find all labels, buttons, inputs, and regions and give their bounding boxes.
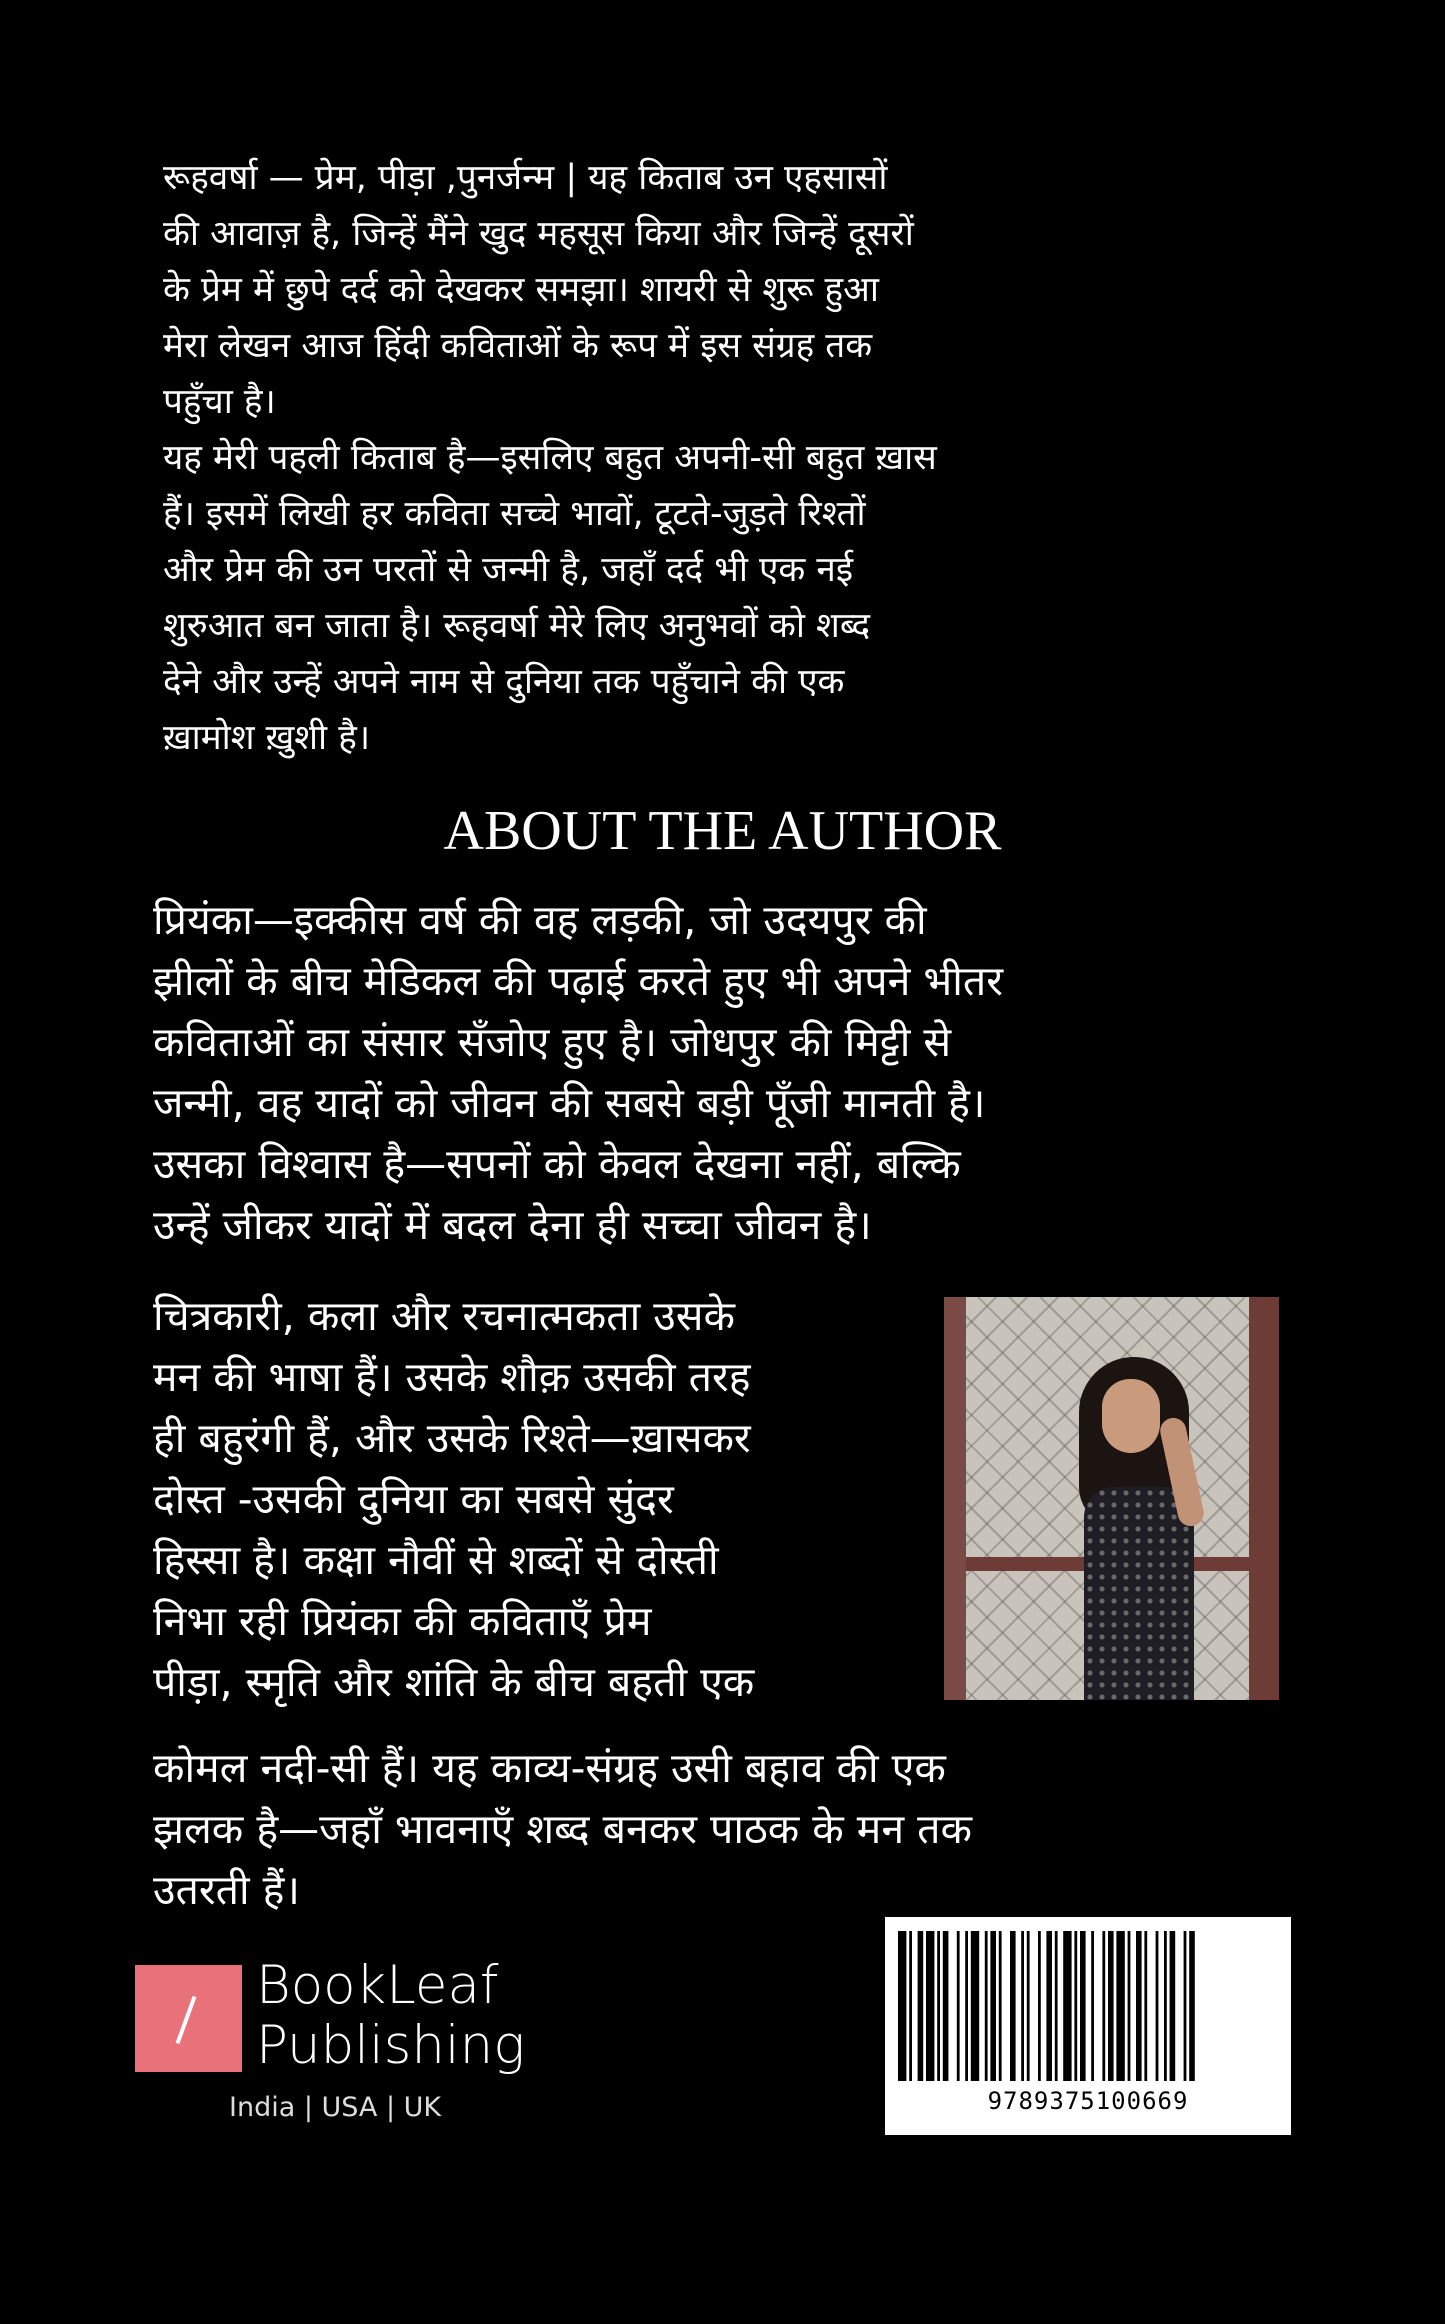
- book-blurb: रूहवर्षा — प्रेम, पीड़ा ,पुनर्जन्म | यह किताब उन एहसासों की आवाज़ है, जिन्हें मैंने खुद महसूस किया और जिन्हें दूसरों के प्रेम में छुपे दर्द को देखकर समझा। शायरी से शुरू हुआ मेरा लेखन आज हिंदी कविताओं के रूप में इस संग्रह तक पहुँचा है। यह मेरी पहली किताब है—इसलिए बहुत अपनी-सी बहुत ख़ास हैं। इसमें लिखी हर कविता सच्चे भावों, टूटते-जुड़ते रिश्तों और प्रेम की उन परतों से जन्मी है, जहाँ दर्द भी एक नई शुरुआत बन जाता है। रूहवर्षा मेरे लिए अनुभवों को शब्द देने और उन्हें अपने नाम से दुनिया तक पहुँचाने की एक ख़ामोश ख़ुशी है।: [163, 158, 937, 758]
- isbn-barcode: [885, 1917, 1291, 2135]
- publisher-name: BookLeaf Publishing: [256, 1955, 526, 2076]
- publisher-logo-icon: [135, 1965, 242, 2072]
- author-bio-top: प्रियंका—इक्कीस वर्ष की वह लड़की, जो उदयपुर की झीलों के बीच मेडिकल की पढ़ाई करते हुए भी अपने भीतर कविताओं का संसार सँजोए हुए है। जोधपुर की मिट्टी से जन्मी, वह यादों को जीवन की सबसे बड़ी पूँजी मानती है। उसका विश्वास है—सपनों को केवल देखना नहीं, बल्कि उन्हें जीकर यादों में बदल देना ही सच्चा जीवन है।: [153, 896, 1003, 1249]
- author-photo: [944, 1297, 1279, 1700]
- author-bio-beside-photo: चित्रकारी, कला और रचनात्मकता उसके मन की भाषा हैं। उसके शौक़ उसकी तरह ही बहुरंगी हैं, और उसके रिश्ते—ख़ासकर दोस्त -उसकी दुनिया का सबसे सुंदर हिस्सा है। कक्षा नौवीं से शब्दों से दोस्ती निभा रही प्रियंका की कविताएँ प्रेम पीड़ा, स्मृति और शांति के बीच बहती एक: [153, 1292, 755, 1706]
- publisher-countries: India | USA | UK: [229, 2092, 442, 2123]
- barcode-bars-icon: [898, 1931, 1278, 2081]
- author-bio-bottom: कोमल नदी-सी हैं। यह काव्य-संग्रह उसी बहाव की एक झलक है—जहाँ भावनाएँ शब्द बनकर पाठक के मन तक उतरती हैं।: [153, 1744, 972, 1914]
- isbn-number: 9789375100669: [987, 2087, 1189, 2115]
- about-the-author-heading: ABOUT THE AUTHOR: [443, 800, 1002, 862]
